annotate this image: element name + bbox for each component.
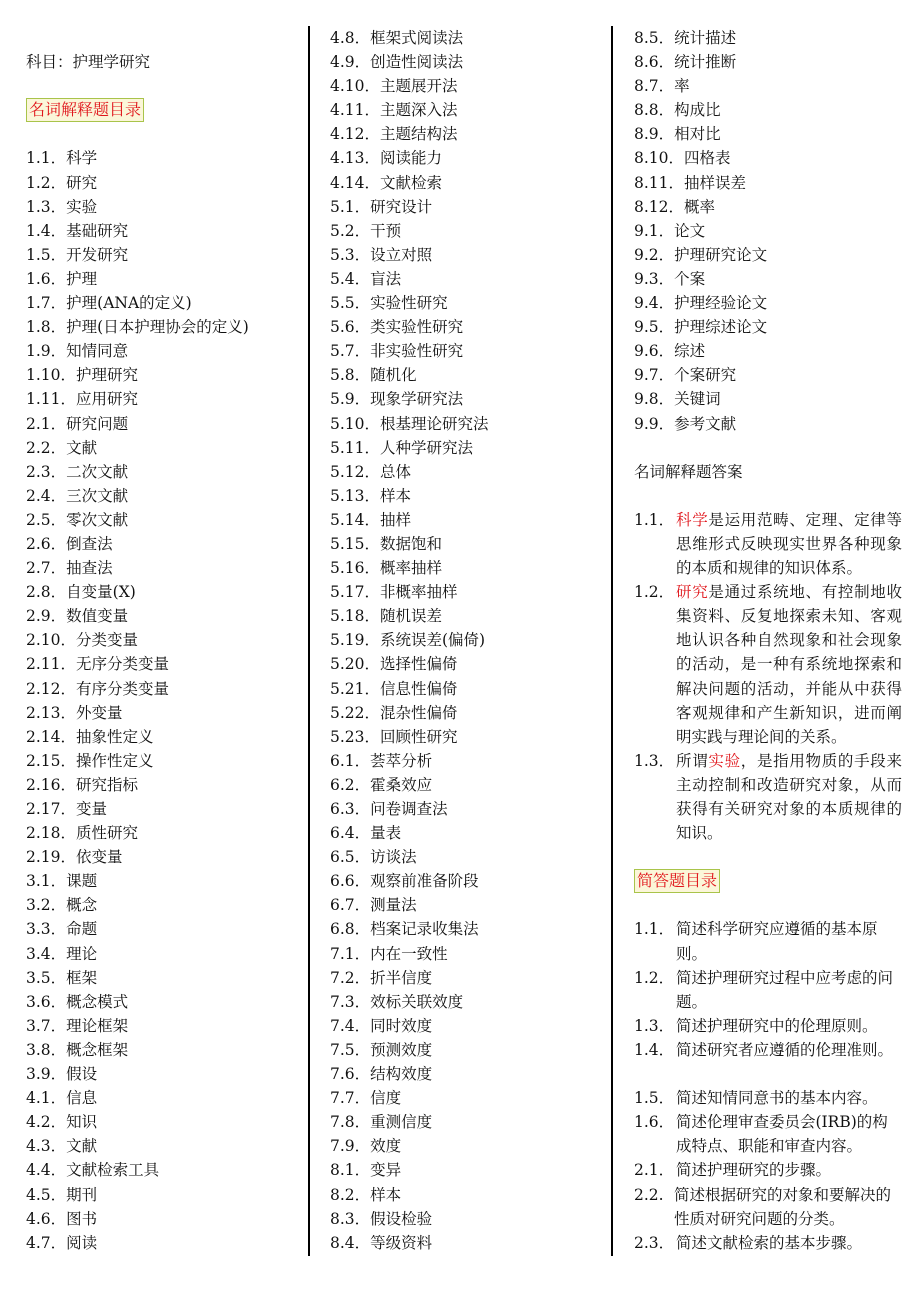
list-item: 2.13．外变量 [26,703,123,722]
list-item: 9.1．论文 [634,221,706,240]
question-text: 简述研究者应遵循的伦理准则。 [676,1040,894,1059]
answer-number: 1.3． [634,751,675,770]
list-item: 8.11．抽样误差 [634,173,747,192]
list-item: 4.14．文献检索 [330,173,443,192]
question-text: 简述伦理审查委员会(IRB)的构成特点、职能和审查内容。 [676,1113,888,1156]
short-question-item [634,1014,902,1038]
list-item: 2.3．二次文献 [26,462,129,481]
list-item: 8.3．假设检验 [330,1209,433,1228]
list-item: 9.3．个案 [634,269,706,288]
answer-term: 研究 [676,583,709,602]
question-number: 1.2． [634,968,675,987]
list-item: 2.8．自变量(X) [26,583,136,602]
list-item: 9.8．关键词 [634,390,721,409]
list-item: 1.10．护理研究 [26,366,139,385]
list-item: 5.11．人种学研究法 [330,438,474,457]
list-item: 8.7．率 [634,77,690,96]
answers-heading: 名词解释题答案 [634,462,743,481]
list-item: 5.9．现象学研究法 [330,390,464,409]
question-number: 1.6． [634,1113,675,1132]
list-item: 4.8．框架式阅读法 [330,29,464,47]
list-item: 2.19．依变量 [26,848,123,867]
list-item: 5.2．干预 [330,221,402,240]
list-item: 5.10．根基理论研究法 [330,414,489,433]
list-item: 3.1．课题 [26,872,98,891]
question-number: 1.5． [634,1089,675,1108]
list-item: 6.6．观察前准备阶段 [330,872,479,891]
list-item: 6.3．问卷调查法 [330,800,448,818]
list-item: 6.7．测量法 [330,896,417,915]
list-item: 7.1．内在一致性 [330,944,448,963]
list-item: 5.6．类实验性研究 [330,318,464,337]
list-item: 7.7．信度 [330,1089,402,1108]
answer-text [676,749,902,845]
question-number: 1.3． [634,1016,675,1035]
short-question-item [634,1231,902,1255]
list-item: 9.7．个案研究 [634,366,737,385]
list-item: 1.6．护理 [26,269,98,288]
list-item: 5.15．数据饱和 [330,534,443,553]
list-item: 8.12．概率 [634,197,716,216]
list-item: 7.2．折半信度 [330,968,433,987]
list-item: 4.4．文献检索工具 [26,1161,160,1180]
list-item: 1.8．护理(日本护理协会的定义) [26,318,249,337]
list-item: 5.12．总体 [330,462,412,481]
answer-definition: 是运用范畴、定理、定律等思维形式反映现实世界各种现象的本质和规律的知识体系。 [676,510,902,578]
column-divider-1 [308,26,310,1256]
list-item: 9.9．参考文献 [634,414,737,433]
short-question-item [634,1183,902,1231]
question-text: 简述护理研究过程中应考虑的问题。 [676,968,894,1011]
short-toc-list [634,917,902,1254]
list-item: 4.11．主题深入法 [330,101,458,120]
answer-text [676,580,902,749]
list-item: 2.9．数值变量 [26,607,129,626]
list-item: 6.1．荟萃分析 [330,751,433,770]
column-3 [634,26,902,1255]
list-item: 3.5．框架 [26,968,98,987]
list-item: 4.5．期刊 [26,1185,98,1204]
list-item: 9.4．护理经验论文 [634,294,768,313]
list-item: 5.18．随机误差 [330,607,443,626]
subject-title: 科目：护理学研究 [26,53,151,72]
list-item: 2.1．研究问题 [26,414,129,433]
column-divider-2 [611,26,613,1256]
list-item: 8.2．样本 [330,1185,402,1204]
list-item: 2.16．研究指标 [26,775,139,794]
list-item: 2.10．分类变量 [26,631,139,650]
list-item: 1.3．实验 [26,197,98,216]
list-item: 4.6．图书 [26,1209,98,1228]
list-item: 2.14．抽象性定义 [26,727,154,746]
question-number: 1.4． [634,1040,675,1059]
list-item: 1.4．基础研究 [26,221,129,240]
list-item: 3.4．理论 [26,944,98,963]
question-text: 简述文献检索的基本步骤。 [676,1233,863,1252]
list-item: 4.10．主题展开法 [330,77,458,96]
list-item: 8.1．变异 [330,1161,402,1180]
question-text: 简述护理研究中的伦理原则。 [676,1016,878,1035]
short-question-item [634,1110,902,1158]
answer-number: 1.2． [634,583,675,602]
question-text: 简述知情同意书的基本内容。 [676,1089,878,1108]
question-number: 2.1． [634,1161,675,1180]
list-item: 6.5．访谈法 [330,848,417,867]
answer-item [634,749,902,845]
question-text: 简述科学研究应遵循的基本原则。 [676,920,878,963]
noun-toc-list-3 [634,26,902,436]
answer-term: 实验 [708,751,741,770]
list-item: 4.13．阅读能力 [330,149,443,168]
list-item: 5.1．研究设计 [330,197,433,216]
list-item: 2.2．文献 [26,438,98,457]
list-item: 5.16．概率抽样 [330,559,443,578]
answers-list [634,508,902,845]
list-item: 3.9．假设 [26,1065,98,1084]
answer-text [676,508,902,580]
list-item: 5.13．样本 [330,486,412,505]
list-item: 3.7．理论框架 [26,1016,129,1035]
list-item: 5.8．随机化 [330,366,417,385]
list-item: 7.4．同时效度 [330,1016,433,1035]
list-item: 2.6．倒查法 [26,534,113,553]
list-item: 4.9．创造性阅读法 [330,53,464,72]
list-item: 5.5．实验性研究 [330,294,448,313]
list-item: 5.21．信息性偏倚 [330,679,458,698]
list-item: 8.9．相对比 [634,125,721,144]
list-item: 9.6．综述 [634,342,706,361]
column-2 [330,26,602,1255]
answer-definition: ，是指用物质的手段来主动控制和改造研究对象，从而获得有关研究对象的本质规律的知识。 [676,751,902,843]
question-text: 简述护理研究的步骤。 [676,1161,832,1180]
noun-toc-list-2 [330,26,602,1255]
short-toc-heading: 简答题目录 [634,869,720,893]
noun-toc-heading: 名词解释题目录 [26,98,144,122]
list-item: 2.12．有序分类变量 [26,679,170,698]
answer-definition: 是通过系统地、有控制地收集资料、反复地探索未知、客观地认识各种自然现象和社会现象的活动，是一种有系统地探索和解决问题的活动，并能从中获得客观规律和产生新知识，进而阐明实践与理论间的关系。 [676,583,902,746]
question-number: 1.1． [634,920,675,939]
noun-toc-list-1 [26,146,298,1254]
list-item: 3.6．概念模式 [26,992,129,1011]
list-item: 1.2．研究 [26,173,98,192]
question-text: 简述根据研究的对象和要解决的性质对研究问题的分类。 [674,1185,892,1228]
list-item: 2.18．质性研究 [26,824,139,843]
list-item: 4.3．文献 [26,1137,98,1156]
list-item: 8.4．等级资料 [330,1233,433,1252]
list-item: 8.6．统计推断 [634,53,737,72]
list-item: 5.7．非实验性研究 [330,342,464,361]
answer-item [634,508,902,580]
list-item: 1.11．应用研究 [26,390,139,409]
list-item: 5.20．选择性偏倚 [330,655,458,674]
list-item: 8.5．统计描述 [634,29,737,47]
list-item: 8.8．构成比 [634,101,721,120]
question-number: 2.2. [634,1185,664,1204]
list-item: 7.6．结构效度 [330,1065,433,1084]
list-item: 3.2．概念 [26,896,98,915]
short-question-item [634,917,902,965]
spacer [634,1062,902,1086]
list-item: 6.4．量表 [330,824,402,843]
list-item: 2.11．无序分类变量 [26,655,170,674]
question-number: 2.3． [634,1233,675,1252]
list-item: 5.3．设立对照 [330,245,433,264]
list-item: 7.5．预测效度 [330,1040,433,1059]
list-item: 6.8．档案记录收集法 [330,920,479,939]
list-item: 7.9．效度 [330,1137,402,1156]
list-item: 5.22．混杂性偏倚 [330,703,458,722]
list-item: 3.8．概念框架 [26,1040,129,1059]
list-item: 5.17．非概率抽样 [330,583,458,602]
list-item: 9.5．护理综述论文 [634,318,768,337]
list-item: 2.17．变量 [26,800,108,818]
list-item: 1.7．护理(ANA的定义) [26,294,192,313]
answer-item [634,580,902,749]
list-item: 5.4．盲法 [330,269,402,288]
list-item: 4.7．阅读 [26,1233,98,1252]
answer-prefix: 所谓 [676,751,709,770]
short-question-item [634,1158,902,1182]
short-question-item [634,1086,902,1110]
list-item: 6.2．霍桑效应 [330,775,433,794]
list-item: 3.3．命题 [26,920,98,939]
list-item: 5.19．系统误差(偏倚) [330,631,486,650]
list-item: 4.12．主题结构法 [330,125,458,144]
short-question-item [634,966,902,1014]
list-item: 5.23．回顾性研究 [330,727,458,746]
list-item: 5.14．抽样 [330,510,412,529]
list-item: 7.8．重测信度 [330,1113,433,1132]
answer-term: 科学 [676,510,709,529]
list-item: 4.1．信息 [26,1089,98,1108]
list-item: 2.4．三次文献 [26,486,129,505]
list-item: 9.2．护理研究论文 [634,245,768,264]
list-item: 7.3．效标关联效度 [330,992,464,1011]
answer-number: 1.1． [634,510,675,529]
column-1 [26,26,298,1255]
list-item: 2.5．零次文献 [26,510,129,529]
list-item: 4.2．知识 [26,1113,98,1132]
short-question-item [634,1038,902,1062]
list-item: 1.5．开发研究 [26,245,129,264]
list-item: 2.7．抽查法 [26,559,113,578]
list-item: 2.15．操作性定义 [26,751,154,770]
list-item: 1.9．知情同意 [26,342,129,361]
list-item: 8.10．四格表 [634,149,731,168]
list-item: 1.1．科学 [26,149,98,168]
